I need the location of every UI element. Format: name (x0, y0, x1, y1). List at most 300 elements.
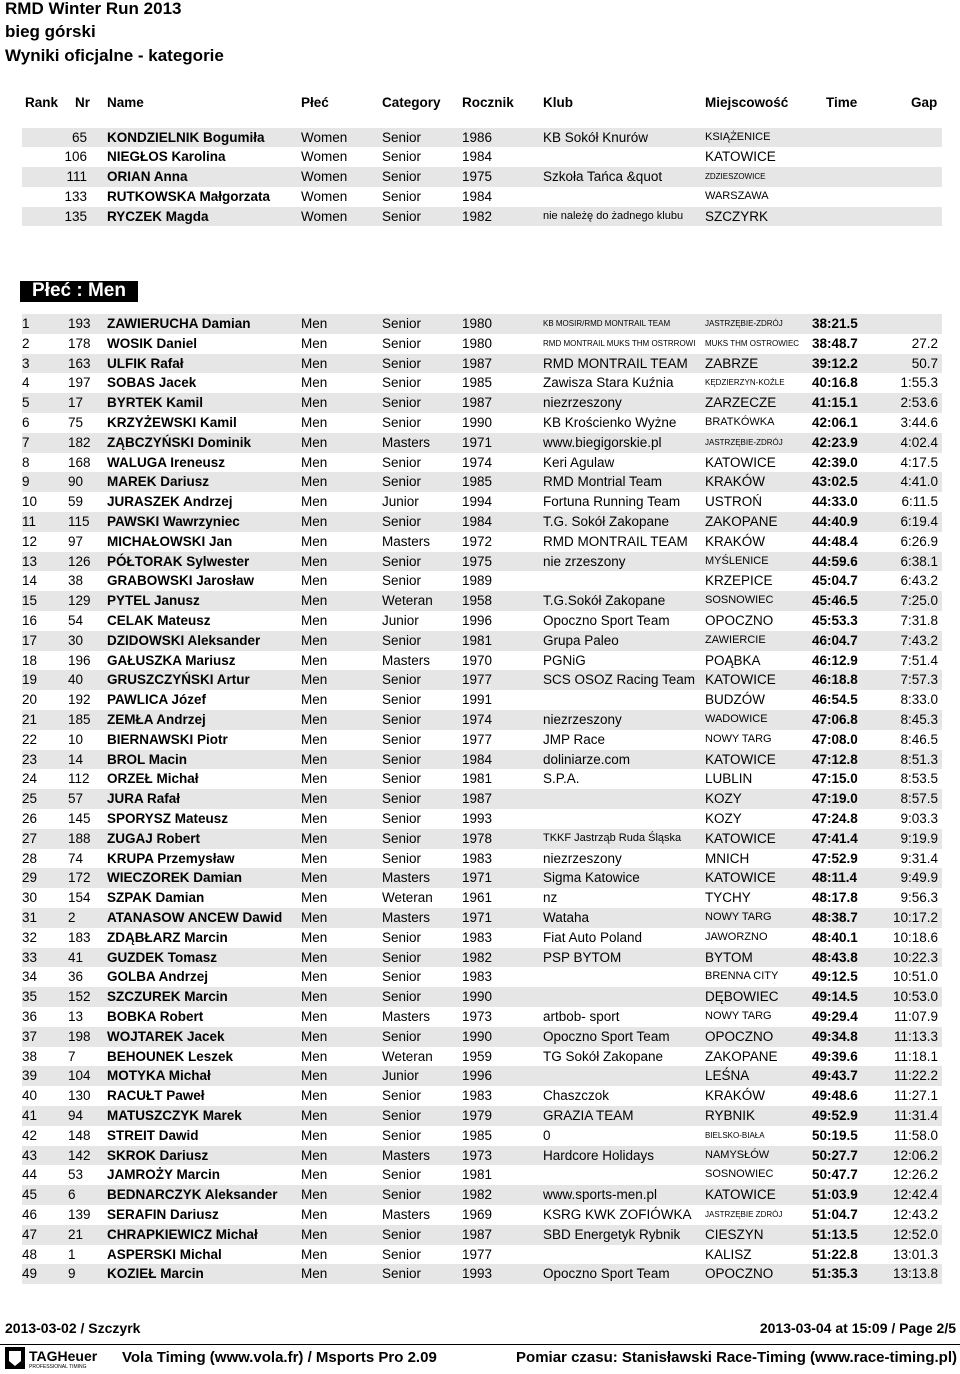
cell-city: OPOCZNO (705, 1266, 774, 1282)
cell-rank: 2 (22, 335, 30, 351)
cell-name: SOBAS Jacek (107, 375, 197, 391)
cell-name: ZDĄBŁARZ Marcin (107, 929, 228, 945)
cell-time: 42:23.9 (812, 434, 858, 450)
cell-category: Senior (382, 1108, 422, 1123)
cell-club: KB MOSIR/RMD MONTRAIL TEAM (543, 319, 671, 328)
cell-year: 1982 (462, 208, 493, 224)
cell-sex: Men (301, 731, 328, 747)
cell-city: POĄBKA (705, 652, 761, 668)
cell-year: 1977 (462, 731, 493, 747)
table-row (22, 1245, 942, 1265)
cell-time: 48:11.4 (812, 870, 858, 886)
cell-city: KATOWICE (705, 751, 776, 767)
cell-club: 0 (543, 1127, 551, 1143)
cell-time: 50:47.7 (812, 1167, 858, 1183)
cell-gap: 8:46.5 (900, 731, 938, 747)
cell-rank: 32 (22, 929, 38, 945)
cell-sex: Men (301, 1147, 328, 1163)
cell-gap: 11:07.9 (893, 1009, 938, 1024)
cell-nr: 36 (68, 969, 84, 985)
cell-gap: 7:31.8 (900, 613, 938, 628)
cell-year: 1985 (462, 474, 493, 490)
cell-gap: 4:02.4 (900, 434, 938, 450)
cell-gap: 12:26.2 (892, 1167, 938, 1183)
cell-name: SKROK Dariusz (107, 1147, 209, 1163)
cell-rank: 8 (22, 454, 30, 470)
cell-sex: Men (301, 1127, 328, 1143)
cell-city: BYTOM (705, 949, 753, 965)
cell-gap: 11:31.4 (893, 1108, 938, 1123)
cell-club: niezrzeszony (543, 395, 622, 411)
cell-name: MATUSZCZYK Marek (107, 1108, 242, 1123)
cell-category: Senior (382, 751, 422, 767)
cell-year: 1969 (462, 1207, 493, 1222)
cell-name: MOTYKA Michał (107, 1068, 211, 1084)
table-row (22, 1106, 942, 1126)
cell-sex: Women (301, 169, 348, 185)
cell-rank: 31 (22, 910, 38, 925)
cell-city: OPOCZNO (705, 1028, 774, 1044)
cell-rank: 43 (22, 1147, 38, 1163)
cell-gap: 2:53.6 (900, 395, 938, 411)
cell-rank: 26 (22, 811, 38, 826)
cell-nr: 126 (68, 553, 91, 569)
cell-nr: 196 (68, 652, 91, 668)
cell-year: 1983 (462, 850, 493, 866)
cell-name: BYRTEK Kamil (107, 395, 204, 411)
cell-city: KRAKÓW (705, 474, 766, 490)
cell-time: 38:48.7 (812, 335, 858, 351)
cell-year: 1982 (462, 949, 493, 965)
tag-heuer-logo (5, 1347, 111, 1367)
cell-gap: 7:51.4 (900, 652, 938, 668)
cell-rank: 10 (22, 494, 38, 510)
cell-sex: Men (301, 989, 328, 1005)
table-row (22, 492, 942, 512)
cell-time: 50:27.7 (812, 1147, 858, 1163)
cell-nr: 53 (68, 1167, 84, 1183)
cell-nr: 111 (66, 169, 87, 185)
cell-city: KATOWICE (705, 870, 776, 886)
cell-sex: Men (301, 652, 328, 668)
cell-city: NAMYSŁÓW (705, 1148, 770, 1161)
cell-category: Senior (382, 791, 422, 807)
cell-category: Senior (382, 1246, 422, 1262)
cell-city: BIELSKO-BIAŁA (705, 1130, 765, 1140)
cell-rank: 6 (22, 415, 30, 430)
cell-gap: 12:06.2 (892, 1147, 938, 1163)
cell-sex: Men (301, 672, 328, 688)
cell-rank: 29 (22, 870, 38, 886)
cell-nr: 65 (71, 129, 87, 145)
table-row (22, 413, 942, 433)
footer-credit-left: Vola Timing (www.vola.fr) / Msports Pro 2.09 (122, 1349, 437, 1366)
cell-year: 1983 (462, 1088, 493, 1104)
cell-year: 1990 (462, 1028, 493, 1044)
cell-nr: 75 (68, 415, 84, 430)
cell-time: 46:12.9 (812, 652, 858, 668)
cell-category: Senior (382, 929, 422, 945)
cell-gap: 7:25.0 (900, 593, 938, 609)
cell-city: JASTRZĘBIE-ZDRÓJ (705, 437, 783, 447)
cell-name: KRUPA Przemysław (107, 850, 235, 866)
section-men-label: Płeć : Men (20, 281, 138, 302)
cell-time: 50:19.5 (812, 1127, 858, 1143)
table-row (22, 1146, 942, 1166)
cell-sex: Women (301, 149, 348, 165)
header-year: Rocznik (462, 95, 514, 110)
cell-nr: 139 (68, 1207, 91, 1222)
cell-category: Junior (382, 494, 419, 510)
cell-category: Senior (382, 1187, 422, 1203)
cell-category: Senior (382, 316, 422, 331)
cell-sex: Men (301, 830, 328, 846)
cell-city: JASTRZĘBIE ZDRÓJ (705, 1210, 783, 1219)
cell-nr: 148 (68, 1127, 91, 1143)
cell-club: GRAZIA TEAM (543, 1108, 634, 1123)
cell-rank: 11 (22, 514, 37, 529)
cell-sex: Men (301, 1108, 328, 1123)
cell-category: Senior (382, 573, 422, 589)
cell-sex: Men (301, 890, 328, 906)
cell-year: 1978 (462, 830, 493, 846)
cell-gap: 10:18.6 (892, 929, 938, 945)
cell-category: Senior (382, 395, 422, 411)
cell-category: Masters (382, 652, 431, 668)
cell-time: 43:02.5 (812, 474, 858, 490)
cell-name: GOLBA Andrzej (107, 969, 208, 985)
cell-club: Wataha (543, 910, 590, 925)
cell-city: USTROŃ (705, 494, 762, 510)
cell-city: TYCHY (705, 890, 751, 906)
cell-city: NOWY TARG (705, 1010, 772, 1022)
cell-sex: Men (301, 1009, 328, 1024)
cell-year: 1983 (462, 969, 493, 985)
cell-gap: 12:42.4 (892, 1187, 938, 1203)
cell-category: Senior (382, 335, 422, 351)
cell-rank: 21 (22, 712, 38, 727)
cell-time: 39:12.2 (812, 355, 858, 371)
cell-name: BOBKA Robert (107, 1009, 204, 1024)
cell-name: CHRAPKIEWICZ Michał (107, 1226, 258, 1242)
cell-sex: Men (301, 454, 328, 470)
cell-nr: 6 (68, 1187, 76, 1203)
cell-rank: 9 (22, 474, 30, 490)
cell-time: 45:46.5 (812, 593, 858, 609)
cell-year: 1990 (462, 415, 493, 430)
cell-nr: 142 (68, 1147, 91, 1163)
cell-year: 1984 (462, 751, 493, 767)
cell-category: Senior (382, 169, 422, 185)
cell-name: PAWLICA Józef (107, 692, 207, 708)
cell-category: Senior (382, 188, 422, 204)
cell-time: 45:53.3 (812, 613, 858, 628)
cell-year: 1977 (462, 672, 493, 688)
table-row (22, 552, 942, 572)
cell-club: Opoczno Sport Team (543, 1266, 670, 1282)
table-row (22, 849, 942, 869)
cell-category: Senior (382, 129, 422, 145)
cell-category: Senior (382, 949, 422, 965)
cell-year: 1971 (462, 910, 493, 925)
cell-sex: Men (301, 375, 328, 391)
cell-category: Senior (382, 830, 422, 846)
cell-rank: 36 (22, 1009, 38, 1024)
cell-gap: 7:57.3 (900, 672, 938, 688)
table-row (22, 987, 942, 1007)
cell-year: 1984 (462, 149, 493, 165)
cell-club: Szkoła Tańca &quot (543, 169, 663, 185)
cell-club: RMD MONTRAIL TEAM (543, 355, 688, 371)
cell-time: 47:12.8 (812, 751, 858, 767)
cell-gap: 11:27.1 (893, 1088, 938, 1104)
cell-city: ZAWIERCIE (705, 633, 766, 646)
cell-gap: 6:11.5 (901, 494, 938, 510)
table-row (22, 1066, 942, 1086)
logo-text: TAGHeuer (29, 1348, 98, 1364)
cell-city: CIESZYN (705, 1226, 764, 1242)
cell-time: 47:19.0 (812, 791, 858, 807)
cell-club: niezrzeszony (543, 712, 622, 727)
cell-city: SOSNOWIEC (705, 1168, 774, 1181)
cell-rank: 20 (22, 692, 38, 708)
cell-rank: 18 (22, 652, 38, 668)
cell-club: SCS OSOZ Racing Team (543, 672, 696, 688)
cell-rank: 41 (22, 1108, 38, 1123)
cell-category: Masters (382, 1009, 431, 1024)
cell-name: PAWSKI Wawrzyniec (107, 514, 240, 529)
table-row (22, 1007, 942, 1027)
cell-nr: 178 (68, 335, 91, 351)
cell-rank: 14 (22, 573, 38, 589)
cell-city: ZAKOPANE (705, 1048, 778, 1064)
cell-year: 1972 (462, 533, 493, 549)
cell-sex: Men (301, 533, 328, 549)
cell-city: ZARZECZE (705, 395, 777, 411)
cell-nr: 154 (68, 890, 91, 906)
cell-rank: 28 (22, 850, 38, 866)
header-nr: Nr (75, 95, 91, 110)
cell-name: SZPAK Damian (107, 890, 205, 906)
cell-category: Junior (382, 613, 419, 628)
cell-name: PÓŁTORAK Sylwester (107, 553, 250, 569)
cell-gap: 50.7 (911, 355, 938, 371)
cell-club: KSRG KWK ZOFIÓWKA (543, 1207, 692, 1222)
cell-sex: Women (301, 129, 348, 145)
cell-city: ZABRZE (705, 355, 759, 371)
cell-club: Opoczno Sport Team (543, 1028, 670, 1044)
cell-name: ORIAN Anna (107, 169, 188, 185)
cell-time: 51:13.5 (812, 1226, 858, 1242)
cell-year: 1973 (462, 1009, 493, 1024)
header-club: Klub (543, 95, 573, 110)
cell-city: MYŚLENICE (705, 554, 769, 567)
cell-name: ASPERSKI Michal (107, 1246, 222, 1262)
cell-year: 1959 (462, 1048, 493, 1064)
cell-gap: 8:45.3 (900, 712, 938, 727)
table-row (22, 453, 942, 473)
cell-category: Senior (382, 989, 422, 1005)
table-row (22, 829, 942, 849)
cell-year: 1986 (462, 129, 493, 145)
cell-name: GUZDEK Tomasz (107, 949, 218, 965)
cell-category: Senior (382, 1167, 422, 1183)
cell-name: ULFIK Rafał (107, 355, 184, 371)
cell-nr: 135 (64, 208, 87, 224)
cell-sex: Men (301, 553, 328, 569)
cell-gap: 6:19.4 (900, 514, 938, 529)
cell-rank: 3 (22, 355, 30, 371)
cell-category: Senior (382, 771, 422, 787)
cell-year: 1979 (462, 1108, 493, 1123)
cell-year: 1987 (462, 1226, 493, 1242)
cell-nr: 115 (68, 514, 90, 529)
cell-category: Senior (382, 454, 422, 470)
results-title: Wyniki oficjalne - kategorie (5, 46, 224, 65)
cell-time: 40:16.8 (812, 375, 858, 391)
cell-time: 47:15.0 (812, 771, 858, 787)
cell-rank: 33 (22, 949, 38, 965)
table-row (22, 1264, 942, 1284)
cell-sex: Men (301, 870, 328, 886)
cell-city: KRAKÓW (705, 533, 766, 549)
cell-time: 48:40.1 (812, 929, 858, 945)
cell-club: Fortuna Running Team (543, 494, 681, 510)
table-row (22, 908, 942, 928)
cell-year: 1993 (462, 811, 493, 826)
cell-rank: 12 (22, 533, 38, 549)
cell-category: Senior (382, 149, 422, 165)
cell-category: Senior (382, 208, 422, 224)
cell-sex: Men (301, 692, 328, 708)
table-row (22, 611, 942, 631)
cell-name: SZCZUREK Marcin (107, 989, 228, 1005)
cell-rank: 4 (22, 375, 30, 391)
cell-year: 1980 (462, 316, 493, 331)
cell-gap: 27.2 (911, 335, 938, 351)
table-row (22, 868, 942, 888)
cell-sex: Men (301, 593, 328, 609)
cell-city: WADOWICE (705, 713, 768, 725)
cell-club: T.G. Sokół Zakopane (543, 514, 670, 529)
cell-rank: 24 (22, 771, 38, 787)
table-row (22, 710, 942, 730)
cell-name: RUTKOWSKA Małgorzata (107, 188, 271, 204)
cell-club: TKKF Jastrząb Ruda Śląska (543, 831, 682, 844)
cell-club: KB Sokół Knurów (543, 129, 649, 145)
cell-nr: 197 (68, 375, 91, 391)
cell-year: 1987 (462, 395, 493, 411)
cell-club: nie zrzeszony (543, 553, 626, 569)
cell-sex: Men (301, 355, 328, 371)
cell-sex: Men (301, 1207, 328, 1222)
cell-time: 38:21.5 (812, 316, 858, 331)
cell-rank: 22 (22, 731, 38, 747)
cell-gap: 4:17.5 (900, 454, 938, 470)
cell-time: 44:48.4 (812, 533, 858, 549)
cell-gap: 9:56.3 (900, 890, 938, 906)
cell-category: Senior (382, 811, 422, 826)
cell-sex: Men (301, 1068, 328, 1084)
cell-nr: 192 (68, 692, 91, 708)
cell-time: 42:06.1 (812, 415, 858, 430)
cell-year: 1982 (462, 1187, 493, 1203)
cell-gap: 8:57.5 (900, 791, 938, 807)
cell-club: www.biegigorskie.pl (543, 434, 662, 450)
cell-time: 47:41.4 (812, 830, 858, 846)
cell-name: NIEGŁOS Karolina (107, 149, 226, 165)
cell-nr: 172 (68, 870, 91, 886)
cell-category: Senior (382, 1088, 422, 1104)
header-rank: Rank (25, 95, 59, 110)
cell-rank: 48 (22, 1246, 38, 1262)
cell-club: doliniarze.com (543, 751, 631, 767)
cell-club: S.P.A. (543, 771, 580, 787)
cell-city: WARSZAWA (705, 189, 769, 202)
cell-sex: Women (301, 208, 348, 224)
cell-rank: 34 (22, 969, 38, 985)
cell-name: JURA Rafał (107, 791, 181, 807)
table-row (22, 769, 942, 789)
cell-year: 1977 (462, 1246, 493, 1262)
cell-nr: 14 (68, 751, 84, 767)
cell-city: KRAKÓW (705, 1088, 766, 1104)
cell-city: ZAKOPANE (705, 514, 778, 529)
cell-name: MAREK Dariusz (107, 474, 210, 490)
cell-club: niezrzeszony (543, 850, 622, 866)
cell-sex: Men (301, 613, 328, 628)
table-row (22, 690, 942, 710)
cell-sex: Men (301, 712, 328, 727)
cell-city: KATOWICE (705, 830, 776, 846)
cell-club: SBD Energetyk Rybnik (543, 1226, 681, 1242)
cell-nr: 2 (68, 910, 76, 925)
cell-rank: 25 (22, 791, 38, 807)
table-row (22, 1225, 942, 1245)
cell-name: ORZEŁ Michał (107, 771, 199, 787)
cell-club: TG Sokół Zakopane (543, 1048, 664, 1064)
table-row (22, 167, 942, 187)
footer-credit-right: Pomiar czasu: Stanisławski Race-Timing (www.race-timing.pl) (516, 1349, 957, 1366)
cell-category: Senior (382, 692, 422, 708)
table-row (22, 967, 942, 987)
cell-category: Senior (382, 375, 422, 391)
cell-club: Keri Agulaw (543, 454, 615, 470)
cell-club: Grupa Paleo (543, 632, 619, 648)
cell-name: SERAFIN Dariusz (107, 1207, 219, 1222)
cell-rank: 23 (22, 751, 38, 767)
cell-year: 1985 (462, 375, 493, 391)
cell-rank: 30 (22, 890, 38, 906)
table-row (22, 128, 942, 148)
cell-time: 46:18.8 (812, 672, 858, 688)
cell-city: KOZY (705, 791, 742, 807)
cell-year: 1981 (462, 632, 493, 648)
cell-gap: 11:18.1 (893, 1048, 938, 1064)
cell-gap: 10:53.0 (892, 989, 938, 1005)
table-row (22, 750, 942, 770)
cell-category: Weteran (382, 890, 433, 906)
cell-category: Senior (382, 632, 422, 648)
header-name: Name (107, 95, 144, 110)
table-row (22, 334, 942, 354)
footer-printed: 2013-03-04 at 15:09 / Page 2/5 (759, 1320, 956, 1336)
table-row (22, 730, 942, 750)
cell-category: Senior (382, 850, 422, 866)
cell-nr: 188 (68, 830, 91, 846)
cell-rank: 7 (22, 434, 30, 450)
cell-time: 49:43.7 (812, 1068, 858, 1084)
